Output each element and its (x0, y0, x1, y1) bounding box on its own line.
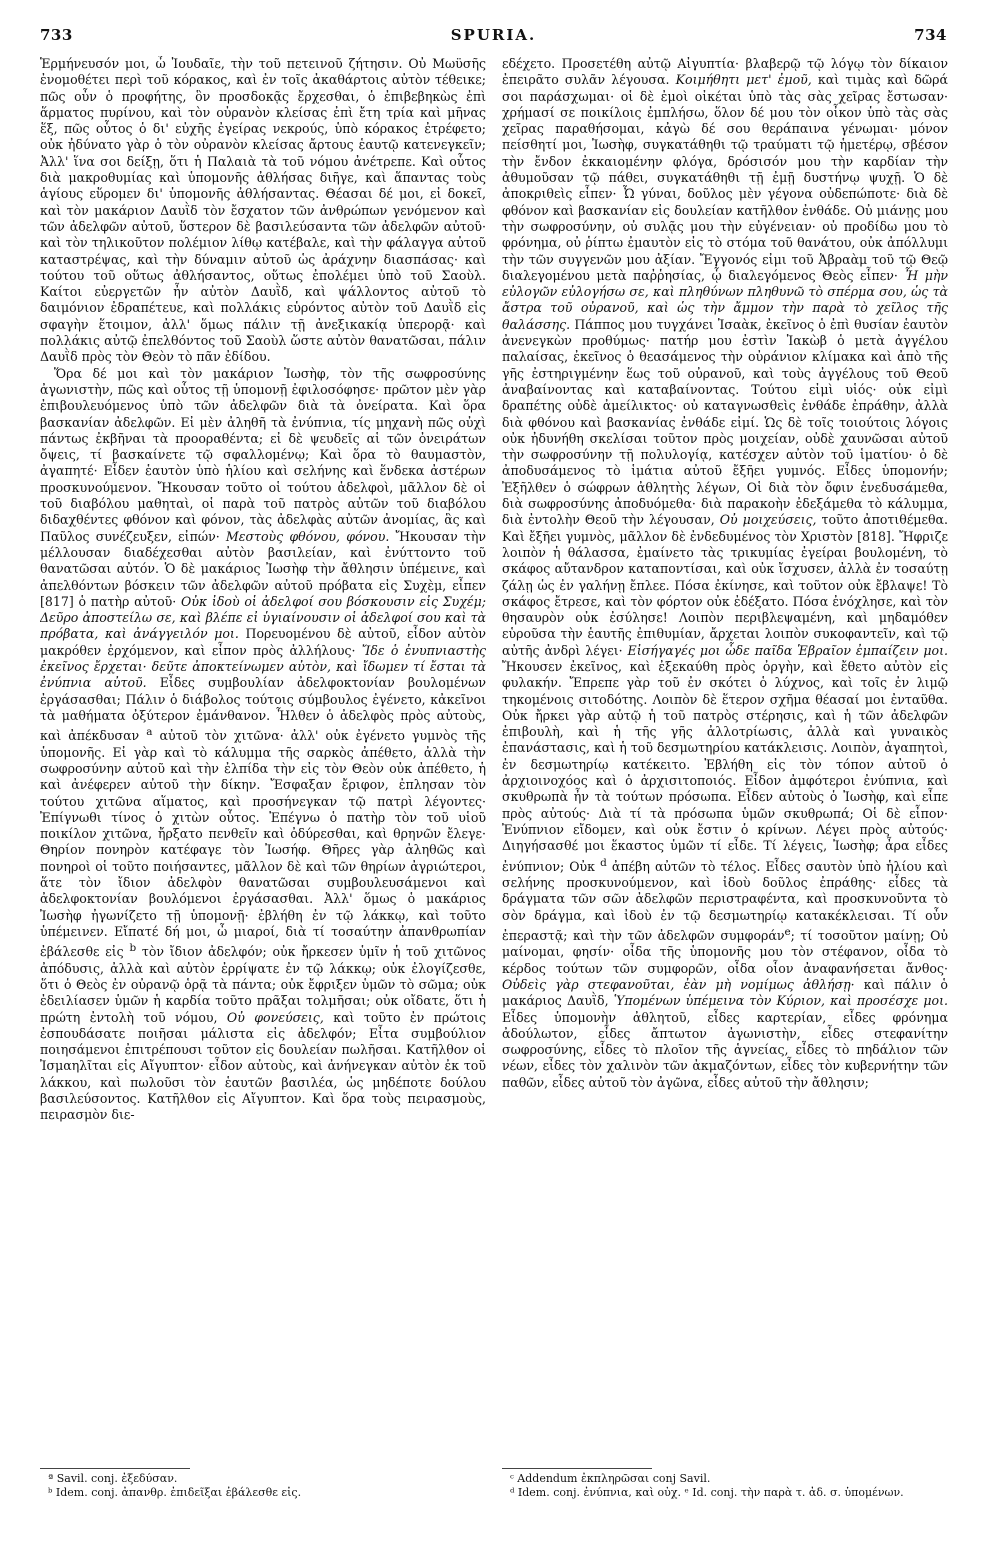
paragraph: Ὅρα δέ μοι καὶ τὸν μακάριον Ἰωσὴφ, τὸν τῆς σωφροσύνης ἀγωνιστὴν, πῶς καὶ οὗτος τῇ ὑπομονῇ ἐφιλοσόφησε· πρῶτον μὲν γὰρ ἐπιβουλευόμενος ὑπὸ τῶν ἀδελφῶν διὰ τὰ ὀνείρατα. Καὶ ὅρα βασκανίαν ἀδελφῶν. Εἰ μὲν ἀληθῆ τὰ ἐνύπνια, τίς μηχανὴ πῶς οὐχὶ πάντως ἐκβῆναι τὰ προοραθέντα; εἰ δὲ ψευδεῖς αἱ τῶν ὀνειράτων ὄψεις, τί βασκαίνετε τῷ σφαλλομένῳ; Καὶ ὅρα τὸ θαυμαστὸν, ἀγαπητέ· Εἶδεν ἑαυτὸν ὑπὸ ἡλίου καὶ σελήνης καὶ ἕνδεκα ἀστέρων προσκυνούμενον. Ἤκουσαν τοῦτο οἱ τούτου ἀδελφοὶ, μᾶλλον δὲ οἱ τοῦ διαβόλου μαθηταὶ, οἱ παρὰ τοῦ πατρὸς αὐτῶν τοῦ διαβόλου διδαχθέντες φθόνον καὶ φόνον, τὰς ἀδελφὰς αὐτῶν ἀνομίας, ἃς καὶ Παῦλος συνέζευξεν, εἰπών· Μεστοὺς φθόνου, φόνου. Ἤκουσαν τὴν μέλλουσαν διαδέχεσθαι αὐτὸν βασιλείαν, καὶ ἐνύττοντο τοῦ θανατῶσαι αὐτόν. Ὁ δὲ μακάριος Ἰωσὴφ τὴν ἄθλησιν ὑπέμεινε, καὶ ἀπελθόντων βόσκειν τῶν ἀδελφῶν αὐτοῦ πρόβατα εἰς Συχὲμ, εἶπεν [817] ὁ πατὴρ αὐτοῦ· Οὐκ ἰδοὺ οἱ ἀδελφοί σου βόσκουσιν εἰς Συχέμ; Δεῦρο ἀποστείλω σε, καὶ βλέπε εἰ ὑγιαίνουσιν οἱ ἀδελφοί σου καὶ τὰ πρόβατα, καὶ ἀνάγγειλόν μοι. Πορευομένου δὲ αὐτοῦ, εἶδον αὐτὸν μακρόθεν ἐρχόμενον, καὶ εἶπον πρὸς ἀλλήλους· Ἴδε ὁ ἐνυπνιαστὴς ἐκεῖνος ἔρχεται· δεῦτε ἀποκτείνωμεν αὐτὸν, καὶ ἴδωμεν τί ἔσται τὰ ἐνύπνια αὐτοῦ. Εἶδες συμβουλίαν ἀδελφοκτονίαν βουλομένων ἐργάσασθαι; Πάλιν ὁ διάβολος τούτοις σύμβουλος ἐγένετο, κἀκεῖνοι τὰ μαθήματα ὀξύτερον ἐμάνθανον. Ἦλθεν ὁ ἀδελφὸς πρὸς αὐτοὺς, καὶ ἀπέκδυσαν $^a$ αὐτοῦ τὸν χιτῶνα· ἀλλ' οὐκ ἐγένετο γυμνὸς τῆς ὑπομονῆς. Εἰ γὰρ καὶ τὸ κάλυμμα τῆς σαρκὸς ἀπέθετο, ἀλλὰ τὴν σωφροσύνην αὐτοῦ καὶ τὴν ἐλπίδα τὴν εἰς τὸν Θεὸν οὐκ ἀπέθετο, ἡ καὶ ἀνέφερεν αὐτοῦ τὴν δίκην. Ἔσφαξαν ἔριφον, ἐπλησαν τὸν τούτου χιτῶνα αἵματος, καὶ προσήνεγκαν τῷ πατρὶ λέγοντες· Ἐπίγνωθι τίνος ὁ χιτὼν οὗτος. Ἐπέγνω ὁ πατὴρ τὸν τοῦ υἱοῦ ποικίλον χιτῶνα, ἤρξατο πενθεῖν καὶ ὀδύρεσθαι, καὶ θρηνῶν ἔλεγε· Θηρίον πονηρὸν κατέφαγε τὸν Ἰωσήφ. Θῆρες γὰρ ἀληθῶς καὶ πονηροὶ οἱ τοῦτο ποιήσαντες, μᾶλλον δὲ καὶ τῶν θηρίων ἀγριώτεροι, ἅτε τὸν ἴδιον ἀδελφὸν θανατῶσαι συμβουλευσάμενοι καὶ ἀδελφοκτονίαν βουλόμενοι ἐργάσασθαι. Ἀλλ' ὅμως ὁ μακάριος Ἰωσὴφ ἠγωνίζετο τῇ ὑπομονῇ· ἐβλήθη ἐν τῷ λάκκῳ, καὶ τοῦτο ὑπέμεινεν. Εἴπατέ δή μοι, ὦ μιαροί, διὰ τί τοσαύτην ἀπανθρωπίαν ἐβάλεσθε εἰς $^b$ τὸν ἴδιον ἀδελφόν; οὐκ ἤρκεσεν ὑμῖν ἡ τοῦ χιτῶνος ἀπόδυσις, ἀλλὰ καὶ αὐτὸν ἐρρίψατε ἐν τῷ λάκκῳ; οὐκ ἐλογίζεσθε, ὅτι ὁ Θεὸς ἐν οὐρανῷ ὁρᾷ τὰ πάντα; οὐκ ἔφριξεν ὑμῶν τὸ σῶμα; οὐκ ἐδειλίασεν ὑμῶν ἡ καρδία τοῦτο πρᾶξαι τολμῆσαι; οὐκ οἴδατε, ὅτι ἡ πρώτη ἐντολὴ τοῦ νόμου, Οὐ φονεύσεις, καὶ τοῦτο ἐν πρώτοις ἐσπουδάσατε ποιῆσαι μάλιστα εἰς ἀδελφόν; Εἶτα συμβούλιον ποιησάμενοι ἐπιτρέπουσι τοῦτον εἰς δουλείαν πωλῆσαι. Κατῆλθον οἱ Ἰσμαηλῖται εἰς Αἴγυπτον· εἶδον αὐτοὺς, καὶ ἀνήνεγκαν αὐτὸν ἐκ τοῦ λάκκου, καὶ πωλοῦσι τὸν ἑαυτῶν βασιλέα, ὡς μηδέποτε δούλου βασιλεύσοντος. Κατῆλθον εἰς Αἴγυπτον. Καὶ ὅρα τοὺς πειρασμοὺς, πειρασμὸν διε- (40, 365, 486, 1123)
footnote-marker: e (784, 925, 791, 938)
scripture-quote: Ἴδε ὁ ἐνυπνιαστὴς ἐκεῖνος ἔρχεται· δεῦτε ἀποκτείνωμεν αὐτὸν, καὶ ἴδωμεν τί ἔσται τὰ ἐνύπνια αὐτοῦ. (40, 642, 486, 691)
running-title: SPURIA. (450, 26, 537, 44)
footnote: ᶜ Addendum ἐκπληρῶσαι conj Savil. (510, 1472, 711, 1485)
paragraph: εδέχετο. Προσετέθη αὐτῷ Αἰγυπτία· βλαβερῷ τῷ λόγῳ τὸν δίκαιον ἐπειρᾶτο συλᾶν λέγουσα. Κοιμήθητι μετ' ἐμοῦ, καὶ τιμὰς καὶ δῶρά σοι παράσχωμαι· οἱ δὲ ἐμοὶ οἰκέται ὑπὸ τὰς σὰς χεῖρας ἔστωσαν· χρήμασί σε ποικίλοις ἐμπλήσω, ὅλον δέ μου τὸν οἶκον ὑπὸ τὰς σὰς χεῖρας παραθήσομαι, κἀγὼ δέ σου θεράπαινα γένωμαι· μόνον πείσθητί μοι, Ἰωσὴφ, συγκατάθηθι τῷ τραύματι τῷ ἡμετέρῳ, σβέσον τὴν ἔνδον ἐκκαιομένην φλόγα, δρόσισόν μου τὴν καρδίαν τὴν ἀθυμοῦσαν τῷ πάθει, συγκατάθηθι τῇ ἐμῇ δυστήνῳ ψυχῇ. Ὁ δὲ ἀποκριθεὶς εἶπεν· Ὦ γύναι, δοῦλος μὲν γέγονα οὐδεπώποτε· διὰ δὲ φθόνον καὶ βασκανίαν εἰς δουλείαν κατῆλθον ἐνθάδε. Οὐ μιάνῃς μου τὴν σωφροσύνην, οὐ συλᾷς μου τὴν εὐγένειαν· οὐ προδίδω μου τὸ φρόνημα, οὐ ῥίπτω ἐμαυτὸν εἰς τὸ στόμα τοῦ θανάτου, οὐκ ἀπόλλυμι τὴν τῶν συγγενῶν μου ἀξίαν. Ἔγγονός εἰμι τοῦ Ἀβραὰμ τοῦ τῷ Θεῷ διαλεγομένου μετὰ παῤῥησίας, ᾧ διαλεγόμενος Θεὸς εἶπεν· Ἦ μὴν εὐλογῶν εὐλογήσω σε, καὶ πληθύνων πληθυνῶ τὸ σπέρμα σου, ὡς τὰ ἄστρα τοῦ οὐρανοῦ, καὶ ὡς τὴν ἄμμον τὴν παρὰ τὸ χεῖλος τῆς θαλάσσης. Πάππος μου τυγχάνει Ἰσαὰκ, ἐκεῖνος ὁ ἐπὶ θυσίαν ἑαυτὸν ἀνενεγκὼν προθύμως· πατήρ μου ἐστὶν Ἰακὼβ ὁ μετὰ ἀγγέλου παλαίσας, ἐκεῖνος ὁ θεασάμενος τὴν οὐράνιον κλίμακα καὶ ἀπὸ τῆς γῆς ἐστηριγμένην ἕως τοῦ οὐρανοῦ, καὶ τοὺς ἀγγέλους τοῦ Θεοῦ ἀναβαίνοντας καὶ καταβαίνοντας. Τούτου εἰμὶ υἱός· οὐκ εἰμὶ δραπέτης οὐδὲ ἀμείλικτος· οὐ καταγνωσθεὶς ἐνθάδε ἐπράθην, ἀλλὰ διὰ φθόνου καὶ βασκανίας ἐνθάδε εἰμί. Ὡς δὲ τοῖς τοιούτοις λόγοις οὐκ ἠδυνήθη σκελίσαι τοῦτον πρὸς μοιχείαν, οὐδὲ χαυνῶσαι αὐτοῦ τὴν σωφροσύνην τῇ πολυλογίᾳ, κατέσχεν αὐτὸν τοῦ ἱματίου· ὁ δὲ ἀποδυσάμενος τὸ ἱμάτια αὐτοῦ ἔξῆει γυμνός. Εἶδες ὑπομονήν; Ἐξῆλθεν ὁ σώφρων ἀθλητὴς λέγων, Οἱ διὰ τὸν ὄφιν ἐνεδυσάμεθα, διὰ σωφροσύνης ἀποδυόμεθα· διὰ παρακοὴν ἐδεξάμεθα τὸ κάλυμμα, διὰ ἐντολὴν Θεοῦ τὴν λέγουσαν, Οὐ μοιχεύσεις, τοῦτο ἀποτιθέμεθα. Καὶ ἔξῆει γυμνὸς, μᾶλλον δὲ ἐνδεδυμένος τὸν Χριστὸν [818]. Ἤφριζε λοιπὸν ἡ θάλασσα, ἐμαίνετο τὰς τρικυμίας ἐγείραι βουλομένη, τὸ σκάφος αὔτανδρον καταποντίσαι, καὶ οὐκ ἴσχυσεν, ἀλλὰ ἐν τοσαύτῃ ζάλῃ ὡς ἐν γαλήνῃ ἔπλεε. Πόσα ἐκίνησε, καὶ τοῦτον οὐκ ἔβλαψε! Τὸ σκάφος ἔτρεσε, καὶ τὸν φόρτον οὐκ ἐδέξατο. Πόσα ἐνόχλησε, καὶ τὸν θησαυρὸν οὐκ ἐσύλησε! Λοιπὸν περιβλεψαμένη, καὶ μηδαμόθεν εὑροῦσα τὴν ἑαυτῆς ἐπιθυμίαν, ἄρχεται λοιπὸν συκοφαντεῖν, καὶ τῷ αὐτῆς ἀνδρὶ λέγει· Εἰσήγαγές μοι ὧδε παῖδα Ἑβραῖον ἐμπαίζειν μοι. Ἤκουσεν ἐκεῖνος, καὶ ἐξεκαύθη πρὸς ὀργὴν, καὶ ἔθετο αὐτὸν εἰς φυλακήν. Ἔπρεπε γὰρ τοῦ ἐν σκότει ὁ λύχνος, καὶ τοῖς ἐν λιμῷ τηκομένοις σιτοδότης. Λοιπὸν δὲ ἕτερον σχῆμα θέασαί μοι ἐνταῦθα. Οὐκ ἤρκει γὰρ αὐτῷ ἡ τοῦ πατρὸς στέρησις, καὶ ἡ τῶν ἀδελφῶν ἐπιβουλὴ, καὶ ἡ τῆς γῆς ἀλλοτρίωσις, ἀλλὰ καὶ γυναικὸς ἐπανάστασις, καὶ ἡ τοῦ δεσμωτηρίου κατάκλεισις. Λοιπὸν, ἀγαπητοὶ, ἐν δεσμωτηρίῳ κατέκειτο. Ἐβλήθη εἰς τὸν τόπον αὐτοῦ ὁ ἀρχιοινοχόος καὶ ὁ ἀρχισιτοποιός. Εἶδον ἀμφότεροι ἐνύπνια, καὶ σκυθρωπὰ ἦν τὰ τούτων πρόσωπα. Εἶδεν αὐτοὺς ὁ Ἰωσὴφ, καὶ εἶπε πρὸς αὐτούς· Διὰ τί τὰ πρόσωπα ὑμῶν σκυθρωπά; Οἱ δὲ εἶπον· Ἐνύπνιον εἴδομεν, καὶ οὐκ ἔστιν ὁ κρίνων. Λέγει πρὸς αὐτούς· Διηγήσασθέ μοι ἕκαστος ὑμῶν τί εἶδε. Τί λέγεις, Ἰωσὴφ; ἆρα εἶδες ἐνύπνιον; Οὐκ $^d$ ἀπέβη αὐτῶν τὸ τέλος. Εἶδες σαυτὸν ὑπὸ ἡλίου καὶ σελήνης προσκυνούμενον, καὶ ἰδοὺ δοῦλος ἐπράθης· εἶδες τὰ δράγματα τῶν σῶν ἀδελφῶν περιστραφέντα, καὶ προσκυνοῦντα τὸ σὸν δράγμα, καὶ ἰδοὺ ἐν τῷ δεσμωτηρίῳ κατακέκλεισαι. Τί οὖν ἐπεραστᾷ; καὶ τὴν τῶν ἀδελφῶν συμφοράν$^e$; τί τοσοῦτον μαίνῃ; Οὐ μαίνομαι, φησίν· οἶδα τῆς ὑπομονῆς μου τὸν στέφανον, οἶδα τὸ κέρδος τούτων τῶν συμφορῶν, οἶδα οἷον ἀναφανήσεται ἄνθος· Οὐδεὶς γὰρ στεφανοῦται, ἐὰν μὴ νομίμως ἀθλήσῃ· καὶ πάλιν ὁ μακάριος Δαυῒδ, Ὑπομένων ὑπέμεινα τὸν Κύριον, καὶ προσέσχε μοι. Εἶδες ὑπομονὴν ἀθλητοῦ, εἶδες καρτερίαν, εἶδες φρόνημα ἀδούλωτον, εἶδες ἄπτωτον ἀγωνιστὴν, εἶδες στεφανίτην σωφροσύνης, εἶδες τὸ πλοῖον τῆς ἁγνείας, εἶδες τὸ πηδάλιον τῶν νέων, εἶδες τὸν χαλινὸν τῶν ἀκμαζόντων, εἶδες τὸν κυβερνήτην τῶν παθῶν, εἶδες αὐτοῦ τὸν ἀγῶνα, εἶδες αὐτοῦ τὴν ἄθλησιν; (502, 56, 948, 1090)
scripture-quote: Ἦ μὴν εὐλογῶν εὐλογήσω σε, καὶ πληθύνων πληθυνῶ τὸ σπέρμα σου, ὡς τὰ ἄστρα τοῦ οὐρανοῦ, καὶ ὡς τὴν ἄμμον τὴν παρὰ τὸ χεῖλος τῆς θαλάσσης. (502, 267, 948, 332)
column-reference: [817] (40, 593, 74, 609)
footnote-rule (502, 1468, 652, 1469)
right-column (502, 56, 948, 1518)
footnote: ᵈ Idem. conj. ἐνύπνια, καὶ οὐχ. ᵉ Id. conj. τὴν παρὰ τ. ἀδ. σ. ὑπομένων. (510, 1486, 904, 1499)
left-column (40, 56, 486, 1518)
footnote-marker: d (600, 856, 607, 869)
left-column-text (40, 56, 486, 1464)
right-column-text (502, 56, 948, 1464)
scripture-quote: Μεστοὺς φθόνου, φόνου. (225, 528, 390, 544)
scripture-quote: Οὐκ ἰδοὺ οἱ ἀδελφοί σου βόσκουσιν εἰς Συχέμ; Δεῦρο ἀποστείλω σε, καὶ βλέπε εἰ ὑγιαίνουσιν οἱ ἀδελφοί σου καὶ τὰ πρόβατα, καὶ ἀνάγγειλόν μοι. (40, 593, 486, 642)
footnote-marker: b (129, 942, 137, 955)
scripture-quote: Κοιμήθητι μετ' ἐμοῦ, (675, 72, 812, 88)
left-footnotes (40, 1472, 486, 1500)
column-reference: [818]. (857, 528, 895, 544)
right-page-number: 734 (914, 26, 947, 44)
running-header (40, 26, 947, 56)
footnote-rule (40, 1468, 190, 1469)
right-footnotes (502, 1472, 948, 1500)
scripture-quote: Οὐ φονεύσεις, (226, 1009, 324, 1025)
scripture-quote: Ὑπομένων ὑπέμεινα τὸν Κύριον, καὶ προσέσχε μοι. (613, 993, 948, 1009)
paragraph: Ἑρμήνευσόν μοι, ὦ Ἰουδαῖε, τὴν τοῦ πετεινοῦ ζήτησιν. Οὐ Μωϋσῆς ἐνομοθέτει περὶ τοῦ κόρακος, καὶ ἐν τοῖς ἀκαθάρτοις αὐτὸν τέθεικε; πῶς οὖν ὁ προφήτης, ὃν προσδοκᾷς ἔρχεσθαι, ὁ ἐπιβεβηκὼς ἐπὶ ἅρματος πυρίνου, καὶ τὸν οὐρανὸν κλείσας ἐπὶ ἔτη τρία καὶ μῆνας ἕξ, πῶς οὗτος ὁ δι' εὐχῆς ἐγείρας νεκρούς, ὑπὸ κόρακος ἐτρέφετο; οὐκ ἠδύνατο γὰρ ὁ τὸν οὐρανὸν κλείσας ἄρτους ἑαυτῷ κατενεγκεῖν; Ἀλλ' ἵνα σοι δείξῃ, ὅτι ἡ Παλαιὰ τὰ τοῦ νόμου ἀνέτρεπε. Καὶ οὗτος διὰ μακροθυμίας καὶ ὑπομονῆς ἀθλήσας διῆγε, καὶ ἅπαντας τοὺς ἁγίους εὕρομεν δι' ὑπομονῆς ἀθλήσαντας. Θέασαι δέ μοι, εἰ δοκεῖ, καὶ τὸν μακάριον Δαυῒδ τὸν ἔσχατον τῶν ἀνθρώπων γενόμενον καὶ τῶν ἀδελφῶν αὐτοῦ, ὕστερον δὲ βασιλεύσαντα τῶν ἀδελφῶν αὐτοῦ· καὶ τὸν τηλικοῦτον πολέμιον λίθῳ κατέβαλε, καὶ τὴν φάλαγγα αὐτοῦ καταστρέψας, καὶ τὴν δύναμιν αὐτοῦ ὡς ἀράχνην διασπάσας· καὶ τούτου τοῦ οὕτως ἀθλήσαντος, οὕτως ἐπολέμει ὑπὸ τοῦ Σαοὺλ. Καίτοι εὐεργετῶν ἦν αὐτὸν Δαυῒδ, καὶ ψάλλοντος αὐτοῦ τὸ δαιμόνιον ἐδραπέτευε, καὶ πολλάκις εὑρόντος αὐτὸν τοῦ Δαυῒδ εἰς σφαγὴν ἕτοιμον, ἀλλ' ὅμως πάλιν τῇ ἀνεξικακίᾳ ὑπερορᾷ· καὶ πολλάκις αὐτῷ ἐπελθόντος τοῦ Σαοὺλ ὥστε αὐτὸν θανατῶσαι, πάλιν Δαυῒδ πρὸς τὸν Θεὸν τὸ πᾶν ἐδίδου. (40, 56, 486, 365)
scripture-quote: Οὐ μοιχεύσεις, (719, 512, 817, 528)
scripture-quote: Εἰσήγαγές μοι ὧδε παῖδα Ἑβραῖον ἐμπαίζειν μοι. (627, 642, 948, 658)
footnote: ᵇ Idem. conj. ἀπανθρ. ἐπιδεῖξαι ἐβάλεσθε εἰς. (48, 1486, 302, 1499)
footnote-marker: a (146, 726, 153, 739)
left-page-number: 733 (40, 26, 73, 44)
footnote: ª Savil. conj. ἐξεδύσαν. (48, 1472, 178, 1485)
scripture-quote: Οὐδεὶς γὰρ στεφανοῦται, ἐὰν μὴ νομίμως ἀθλήσῃ· (502, 976, 855, 992)
